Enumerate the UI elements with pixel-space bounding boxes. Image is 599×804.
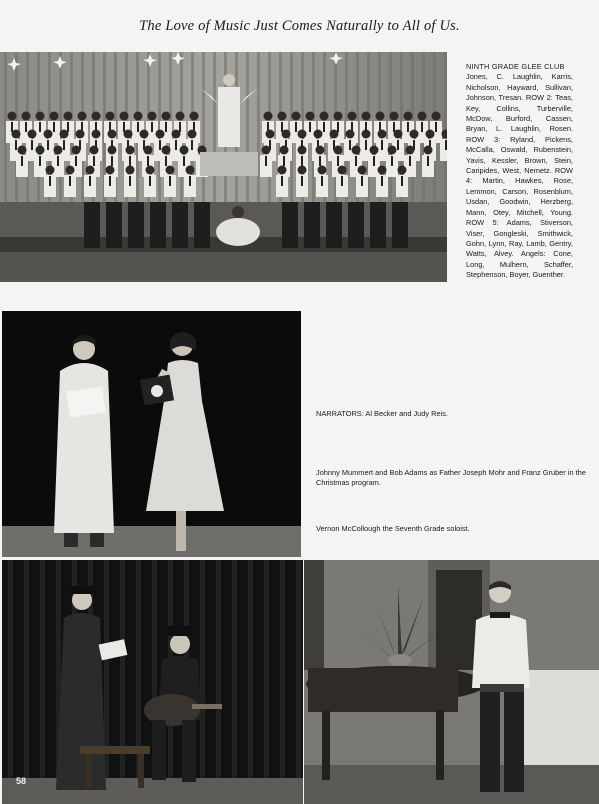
glee-club-photo [0,52,447,282]
glee-club-heading: NINTH GRADE GLEE CLUB [466,62,565,71]
soloist-photo [304,560,599,804]
glee-club-names: Jones, C. Laughlin, Karris, Nicholson, Hayward, Sullivan, Johnson, Tresan. ROW 2: Teas, Key, Collins, Turberville, McDow, Burford, Cassen, Bryan, L. Laughlin, Rosen. ROW 3: Ryland, Pickens, McCalla, Oswald, Rubenstein, Yavis, Kessler, Brown, Stein, Caripides, West, Nemetz. ROW 4: Martin, Hawkes, Rose, Lemmon, Carson, Rosenblum, Usdan, Goodwin, Herzberg, Mann, Otey, Mitchell, Young. ROW 5: Adams, Stiverson, Viser, Gongleski, Smithwick, Gohn, Lynn, Ray, Lamb, Gentry, Watts, Alvey. Angels: Cone, Long, Mulhern, Schaffer, Stephenson, Boyer, Guenther. [466,72,573,280]
page-number: 58 [16,776,27,786]
narrators-photo [2,311,301,557]
christmas-program-photo [2,560,303,804]
christmas-program-caption: Johnny Mummert and Bob Adams as Father Joseph Mohr and Franz Gruber in the Christmas program. [316,468,586,488]
narrators-caption: NARRATORS: Al Becker and Judy Reis. [316,409,448,418]
page-title: The Love of Music Just Comes Naturally to All of Us. [139,18,460,34]
soloist-caption: Vernon McCollough the Seventh Grade soloist. [316,524,470,533]
glee-club-caption [466,62,573,281]
